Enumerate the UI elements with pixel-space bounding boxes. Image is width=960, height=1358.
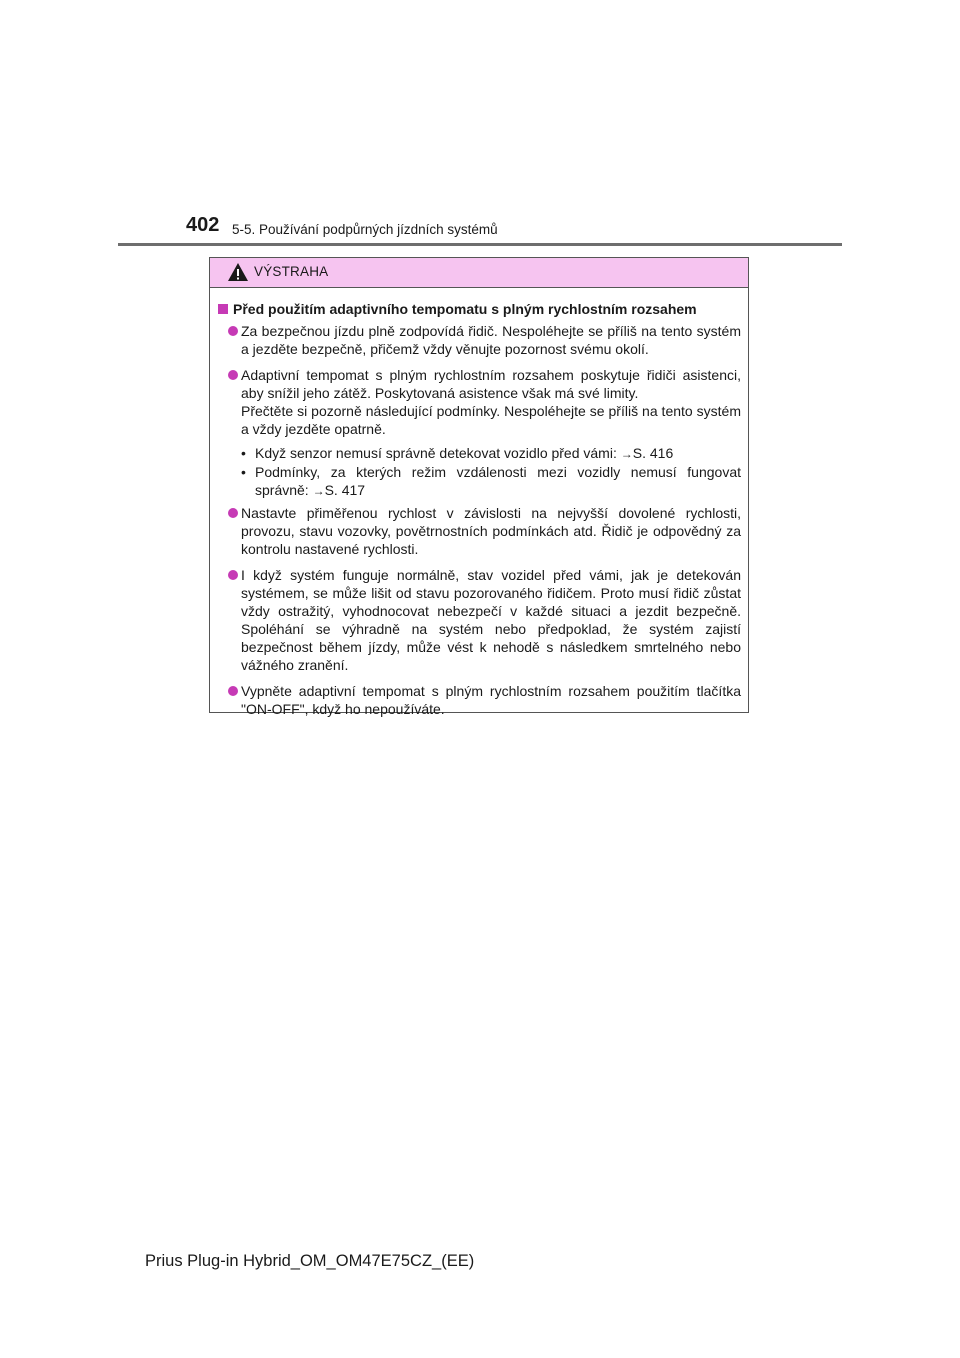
round-bullet-icon	[228, 326, 238, 336]
bullet-text: I když systém funguje normálně, stav vozidel před vámi, jak je detekován systémem, se může lišit od stavu pozorovaného řidičem. Proto musí řidič zůstat vždy ostražitý, vyhodnocovat nebezpečí v každé situaci a jezdit bezpečně. Spoléhání se výhradně na systém nebo předpoklad, že systém zajistí bezpečnost během jízdy, může vést k nehodě s následkem smrtelného nebo vážného zranění.	[241, 567, 741, 673]
bullet-text: Adaptivní tempomat s plným rychlostním rozsahem poskytuje řidiči asistenci, aby snížil jeho zátěž. Poskytovaná asistence však má své limity.	[241, 367, 741, 401]
arrow-icon: →	[620, 447, 633, 461]
bullet-text: Nastavte přiměřenou rychlost v závislosti na nejvyšší dovolené rychlosti, provozu, stavu vozovky, povětrnostních podmínkách atd. Řidič je odpovědný za kontrolu nastavené rychlosti.	[241, 505, 741, 557]
warning-body	[210, 288, 748, 718]
list-item	[217, 566, 741, 674]
warning-header	[210, 258, 748, 288]
header-rule	[118, 243, 842, 246]
arrow-icon: →	[312, 484, 325, 498]
round-bullet-icon	[228, 370, 238, 380]
sub-list-item	[217, 463, 741, 500]
section-title: 5-5. Používání podpůrných jízdních systémů	[232, 222, 498, 237]
bullet-text-continued: Přečtěte si pozorně následující podmínky. Nespoléhejte se příliš na tento systém a vždy jezděte opatrně.	[241, 403, 741, 437]
sub-bullet-mark: •	[241, 445, 246, 461]
subheading-text: Před použitím adaptivního tempomatu s plným rychlostním rozsahem	[233, 301, 697, 317]
warning-box	[209, 257, 749, 717]
sub-item-text: Když senzor nemusí správně detekovat vozidlo před vámi:	[255, 445, 621, 461]
warning-label: VÝSTRAHA	[254, 264, 329, 279]
sub-list	[217, 444, 741, 500]
round-bullet-icon	[228, 570, 238, 580]
list-item	[217, 366, 741, 438]
list-item	[217, 322, 741, 358]
page-number: 402	[186, 214, 220, 236]
bullet-text: Vypněte adaptivní tempomat s plným rychlostním rozsahem použitím tlačítka "ON-OFF", když ho nepoužíváte.	[241, 683, 741, 717]
page-reference-link[interactable]: S. 416	[632, 445, 674, 461]
sub-item-text: Podmínky, za kterých režim vzdálenosti mezi vozidly nemusí fungovat správně:	[255, 464, 741, 498]
page-reference-link[interactable]: S. 417	[324, 482, 366, 498]
round-bullet-icon	[228, 686, 238, 696]
list-item	[217, 504, 741, 558]
warning-subheading	[217, 300, 741, 318]
list-item	[217, 682, 741, 718]
sub-bullet-mark: •	[241, 464, 246, 480]
square-bullet-icon	[218, 304, 228, 314]
round-bullet-icon	[228, 508, 238, 518]
footer-text: Prius Plug-in Hybrid_OM_OM47E75CZ_(EE)	[145, 1252, 475, 1270]
sub-list-item	[217, 444, 741, 463]
warning-triangle-icon	[227, 262, 249, 282]
bullet-text: Za bezpečnou jízdu plně zodpovídá řidič. Nespoléhejte se příliš na tento systém a jezděte bezpečně, přičemž vždy věnujte pozornost svému okolí.	[241, 323, 741, 357]
